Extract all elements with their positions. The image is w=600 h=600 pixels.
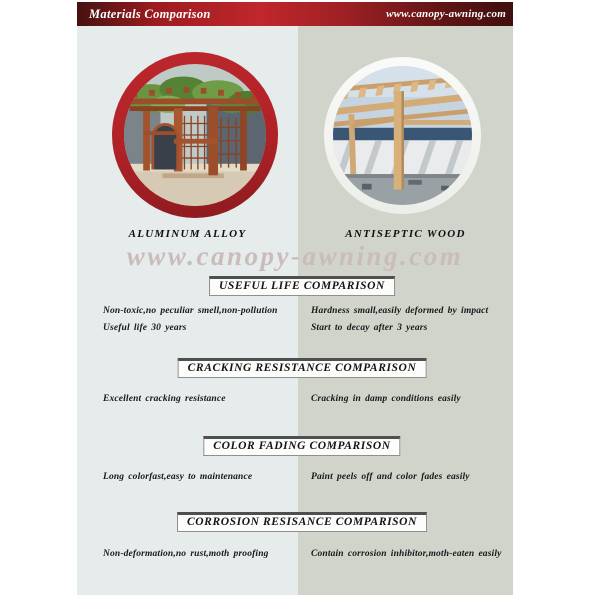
useful-life-aluminum-text	[103, 303, 299, 337]
text-line: Hardness small,easily deformed by impact	[311, 306, 489, 316]
cracking-aluminum-text	[103, 391, 299, 408]
color-fading-aluminum-text	[103, 469, 299, 486]
website-url: www.canopy-awning.com	[386, 8, 506, 20]
color-fading-wood-text	[311, 469, 519, 486]
text-line: Excellent cracking resistance	[103, 394, 226, 404]
section-title-corrosion: CORROSION RESISANCE COMPARISON	[177, 512, 427, 532]
cracking-wood-text	[311, 391, 519, 408]
text-line: Non-deformation,no rust,moth proofing	[103, 549, 269, 559]
wood-photo-ring	[324, 57, 481, 214]
text-line: Non-toxic,no peculiar smell,non-pollution	[103, 306, 278, 316]
corrosion-aluminum-text	[103, 546, 299, 563]
section-title-cracking: CRACKING RESISTANCE COMPARISON	[178, 358, 427, 378]
aluminum-photo-ring	[112, 52, 278, 218]
text-line: Paint peels off and color fades easily	[311, 472, 470, 482]
section-title-color-fading: COLOR FADING COMPARISON	[203, 436, 400, 456]
text-line: Contain corrosion inhibitor,moth-eaten easily	[311, 549, 502, 559]
header-bar	[77, 2, 513, 26]
aluminum-label: ALUMINUM ALLOY	[128, 228, 247, 240]
text-line: Useful life 30 years	[103, 323, 187, 333]
corrosion-wood-text	[311, 546, 519, 563]
text-line: Long colorfast,easy to maintenance	[103, 472, 253, 482]
wood-pergola-photo	[333, 66, 472, 205]
page-title: Materials Comparison	[89, 6, 211, 21]
wood-label: ANTISEPTIC WOOD	[345, 228, 466, 240]
aluminum-pergola-photo	[124, 64, 266, 206]
useful-life-wood-text	[311, 303, 519, 337]
text-line: Start to decay after 3 years	[311, 323, 428, 333]
text-line: Cracking in damp conditions easily	[311, 394, 461, 404]
section-title-useful-life: USEFUL LIFE COMPARISON	[209, 276, 395, 296]
watermark-text: www.canopy-awning.com	[126, 241, 464, 271]
